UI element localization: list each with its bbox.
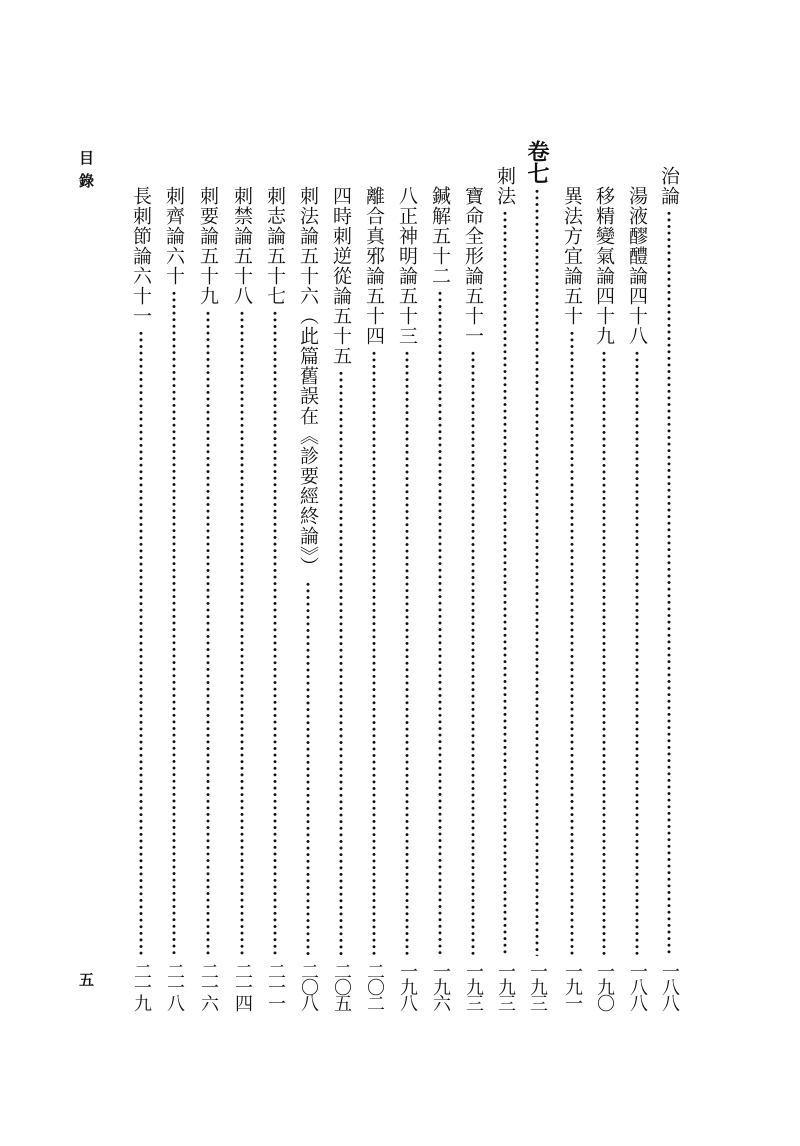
entry-title: 長刺節論六十一 — [130, 186, 152, 326]
dot-leader — [667, 210, 671, 956]
entry-title: 鍼解五十二 — [429, 186, 451, 286]
entry-title: 四時刺逆從論五十五 — [330, 186, 352, 366]
toc-entry — [195, 0, 221, 1010]
toc-entry — [591, 0, 617, 1010]
toc-entry — [161, 0, 187, 1010]
dot-leader — [438, 290, 442, 956]
entry-page-number: 二一四 — [232, 962, 253, 1010]
entry-title: 刺要論五十九 — [197, 186, 219, 306]
dot-leader — [240, 310, 244, 956]
entry-page-number: 一九三 — [463, 962, 484, 1010]
entry-page-number: 二一八 — [164, 962, 185, 1010]
dot-leader — [635, 350, 639, 956]
toc-entry — [656, 0, 682, 1010]
entry-title: 異法方宜論五十 — [561, 186, 583, 326]
entry-page-number: 一九八 — [397, 962, 418, 1010]
toc-entry — [262, 0, 288, 1010]
entry-page-number: 二一六 — [198, 962, 219, 1010]
dot-leader — [206, 310, 210, 956]
dot-leader — [139, 330, 143, 956]
entry-title: 八正神明論五十三 — [396, 186, 418, 346]
entry-page-number: 二〇二 — [364, 962, 385, 1010]
entry-title: 刺法 — [494, 166, 516, 206]
dot-leader — [471, 350, 475, 956]
toc-entry — [295, 0, 321, 1010]
toc-entry — [460, 0, 486, 1010]
entry-page-number: 一八八 — [627, 962, 648, 1010]
toc-entry — [524, 0, 550, 1010]
toc-entry — [128, 0, 154, 1010]
entry-title: 刺法論五十六（此篇舊誤在《診要經終論》） — [297, 186, 319, 577]
toc-entry — [427, 0, 453, 1010]
entry-page-number: 一九〇 — [594, 962, 615, 1010]
entry-page-number: 一九三 — [495, 962, 516, 1010]
dot-leader — [273, 310, 277, 956]
entry-title: 移精變氣論四十九 — [593, 186, 615, 346]
toc-entry — [394, 0, 420, 1010]
volume-heading: 卷七 — [524, 140, 550, 184]
running-header: 目錄 — [77, 150, 95, 196]
toc-entry — [559, 0, 585, 1010]
toc-entry — [361, 0, 387, 1010]
toc-entry — [328, 0, 354, 1010]
entry-page-number: 二〇五 — [331, 962, 352, 1010]
dot-leader — [306, 581, 310, 957]
toc-entry — [624, 0, 650, 1010]
dot-leader — [503, 210, 507, 956]
entry-title: 離合真邪論五十四 — [363, 186, 385, 346]
entry-page-number: 二一一 — [265, 962, 286, 1010]
entry-title: 湯液醪醴論四十八 — [626, 186, 648, 346]
dot-leader — [405, 350, 409, 956]
entry-page-number: 一九三 — [527, 962, 548, 1010]
dot-leader — [339, 370, 343, 956]
dot-leader — [570, 330, 574, 956]
entry-page-number: 一九一 — [562, 962, 583, 1010]
entry-title: 刺志論五十七 — [264, 186, 286, 306]
entry-page-number: 二〇八 — [298, 962, 319, 1010]
entry-page-number: 二一九 — [131, 962, 152, 1010]
entry-page-number: 一九六 — [430, 962, 451, 1010]
dot-leader — [172, 290, 176, 956]
entry-page-number: 一八八 — [659, 962, 680, 1010]
page-number: 五 — [77, 972, 95, 987]
entry-title: 治論 — [658, 166, 680, 206]
dot-leader — [535, 188, 539, 956]
entry-title: 刺禁論五十八 — [231, 186, 253, 306]
entry-title: 寶命全形論五十一 — [462, 186, 484, 346]
entry-title: 刺齊論六十 — [163, 186, 185, 286]
toc-entry — [229, 0, 255, 1010]
dot-leader — [602, 350, 606, 956]
toc-entry — [492, 0, 518, 1010]
dot-leader — [372, 350, 376, 956]
